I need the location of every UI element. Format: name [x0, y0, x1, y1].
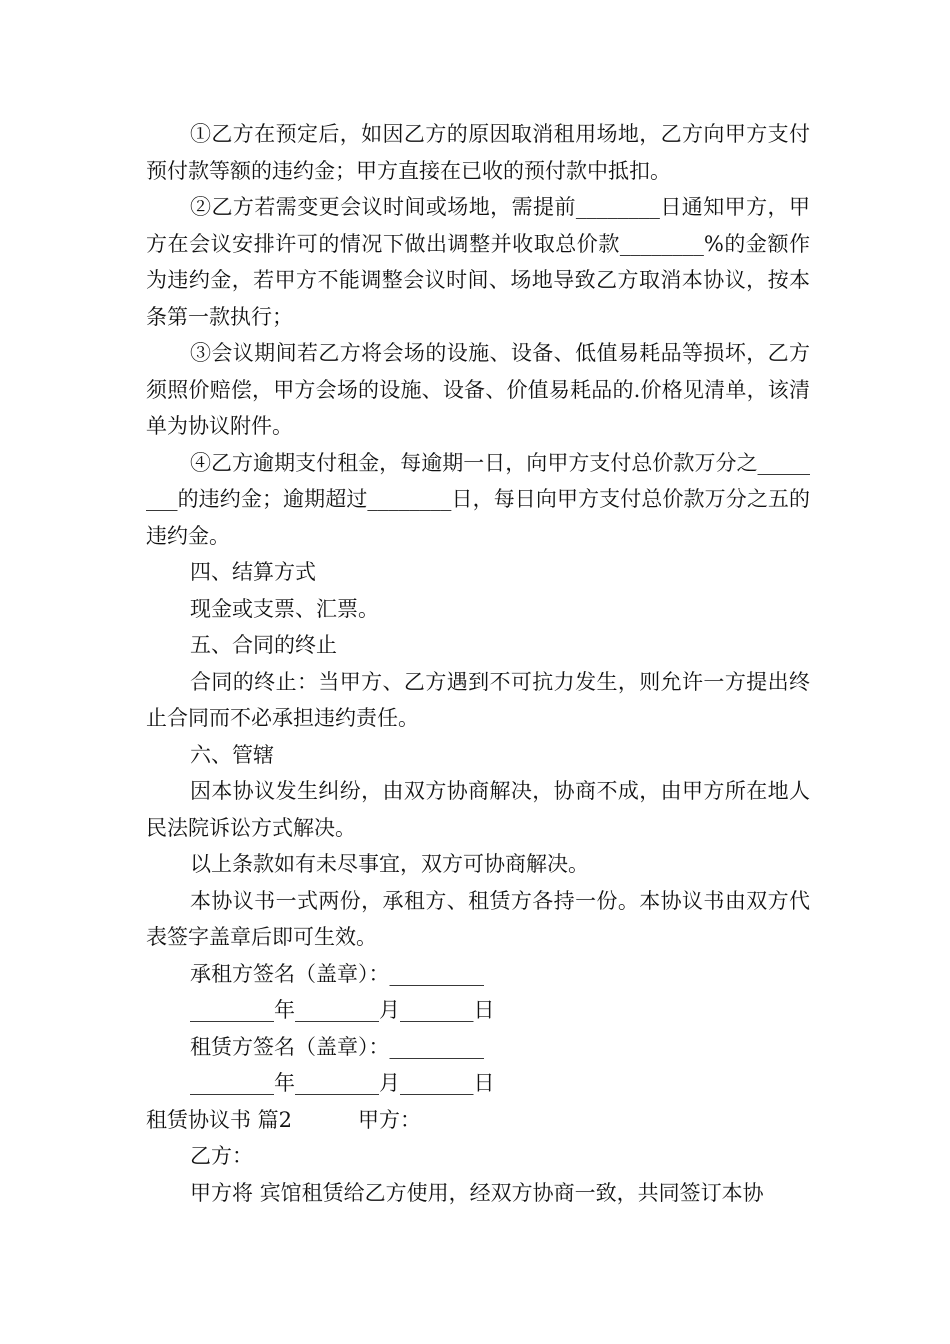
lessor-signature-line: 租赁方签名（盖章）：_________	[190, 1034, 484, 1059]
lessee-signature-line: 承租方签名（盖章）：_________	[190, 961, 484, 986]
section2-party-b: 乙方：	[190, 1144, 253, 1168]
termination-text: 合同的终止：当甲方、乙方遇到不可抗力发生，则允许一方提出终止合同而不必承担违约责任。	[146, 669, 810, 730]
section2-title: 租赁协议书 篇2	[146, 1107, 293, 1132]
clause-4-late-payment: ④乙方逾期支付租金，每逾期一日，向甲方支付总价款万分之________的违约金；逾期超过________日，每日向甲方支付总价款万分之五的违约金。	[146, 450, 810, 548]
copies-effectiveness-text: 本协议书一式两份，承租方、租赁方各持一份。本协议书由双方代表签字盖章后即可生效。	[146, 888, 810, 949]
jurisdiction-text: 因本协议发生纠纷，由双方协商解决，协商不成，由甲方所在地人民法院诉讼方式解决。	[146, 779, 810, 840]
clause-2-change: ②乙方若需变更会议时间或场地，需提前________日通知甲方，甲方在会议安排许可的情况下做出调整并收取总价款________%的金额作为违约金，若甲方不能调整会议时间、场地导致乙方取消本协议，按本条第一款执行；	[146, 195, 810, 329]
section2-intro: 甲方将 宾馆租赁给乙方使用，经双方协商一致，共同签订本协	[190, 1180, 764, 1205]
clause-1-cancellation: ①乙方在预定后，如因乙方的原因取消租用场地，乙方向甲方支付预付款等额的违约金；甲方直接在已收的预付款中抵扣。	[146, 122, 810, 183]
document-page	[146, 116, 810, 1211]
section2-title-line	[146, 1102, 810, 1139]
section-heading-settlement: 四、结算方式	[190, 560, 316, 584]
lessor-date-line: ________年________月_______日	[190, 1071, 495, 1095]
remaining-matters-text: 以上条款如有未尽事宜，双方可协商解决。	[190, 852, 589, 876]
lessee-date-line: ________年________月_______日	[190, 998, 495, 1022]
section-heading-jurisdiction: 六、管辖	[190, 742, 274, 767]
clause-3-damage: ③会议期间若乙方将会场的设施、设备、低值易耗品等损坏，乙方须照价赔偿，甲方会场的设施、设备、价值易耗品的.价格见清单，该清单为协议附件。	[146, 341, 810, 438]
section2-party-a: 甲方：	[358, 1107, 422, 1132]
section-heading-termination: 五、合同的终止	[190, 633, 337, 657]
settlement-text: 现金或支票、汇票。	[190, 596, 379, 621]
